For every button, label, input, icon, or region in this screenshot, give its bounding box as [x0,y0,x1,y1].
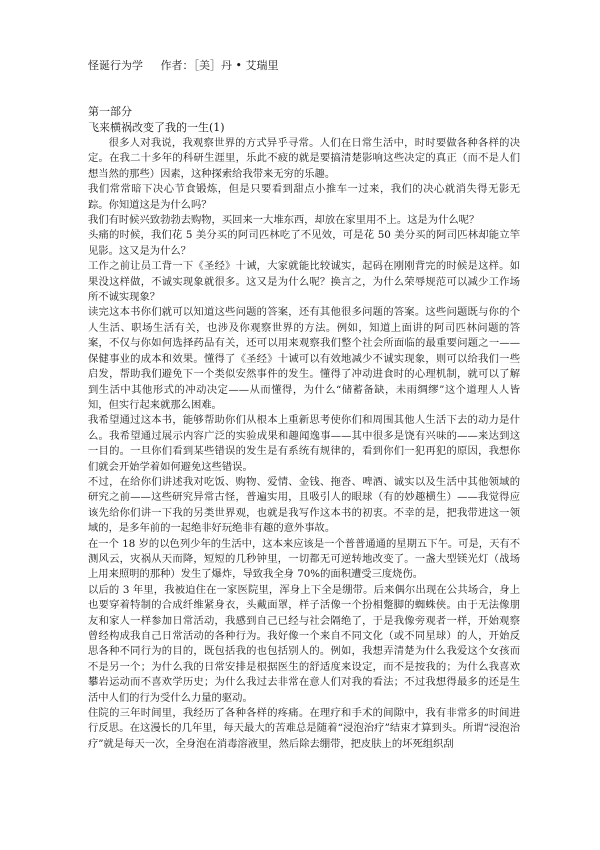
paragraph: 工作之前让员工背一下《圣经》十诫，大家就能比较诚实，起码在刚刚背完的时候是这样。如果没这样做，不诚实现象就很多。这又是为什么呢？换言之，为什么荣辱规范可以减少工作场所不诚实现象？ [88,260,520,304]
book-title: 怪诞行为学 [88,59,143,72]
paragraph: 在一个 18 岁的以色列少年的生活中，这本来应该是一个普普通通的星期五下午。可是，天有不测风云，灾祸从天而降，短短的几秒钟里，一切都无可逆转地改变了。一盏大型镁光灯（战场上用来照明的那种）发生了爆炸，导致我全身 70%的面积遭受三度烧伤。 [88,537,520,581]
chapter-title: 飞来横祸改变了我的一生(1) [88,121,225,134]
paragraph: 以后的 3 年里，我被迫住在一家医院里，浑身上下全是绷带。后来偶尔出现在公共场合，身上也要穿着特制的合成纤维紧身衣，头戴面罩，样子活像一个扮相蹩脚的蜘蛛侠。由于无法像朋友和家人一样参加日常活动，我感到自己已经与社会隔绝了，于是我像旁观者一样，开始观察曾经构成我自己日常活动的各种行为。我好像一个来自不同文化（或不同星球）的人，开始反思各种不同行为的目的，既包括我的也包括别人的。例如，我想弄清楚为什么我爱这个女孩而不是另一个；为什么我的日常安排是根据医生的舒适度来设定，而不是按我的；为什么我喜欢攀岩运动而不喜欢学历史；为什么我过去非常在意人们对我的看法；不过我想得最多的还是生活中人们的行为受什么力量的驱动。 [88,583,520,704]
author-label: 作者： [160,59,194,72]
paragraph: 住院的三年时间里，我经历了各种各样的疼痛。在理疗和手术的间隙中，我有非常多的时间进行反思。在这漫长的几年里，每天最大的苦难总是随着“浸泡治疗”结束才算到头。所谓“浸泡治疗”就是每天一次，全身泡在消毒溶液里，然后除去绷带，把皮肤上的坏死组织刮 [88,707,520,750]
document-page [88,58,520,752]
author-name: ［美］丹 • 艾瑞里 [193,59,279,72]
part-title: 第一部分 [88,105,132,118]
document-header [88,58,520,74]
paragraph: 我们常常暗下决心节食锻炼，但是只要看到甜点小推车一过来，我们的决心就消失得无影无踪。你知道这是为什么吗？ [88,183,520,211]
paragraph: 头痛的时候，我们花 5 美分买的阿司匹林吃了不见效，可是花 50 美分买的阿司匹林却能立竿见影。这又是为什么？ [88,229,520,257]
paragraph: 很多人对我说，我观察世界的方式异乎寻常。人们在日常生活中，时时要做各种各样的决定。在我二十多年的科研生涯里，乐此不疲的就是要搞清楚影响这些决定的真正（而不是人们想当然的那些）因素，这种探索给我带来无穷的乐趣。 [88,137,520,180]
body-text [88,136,520,752]
paragraph: 读完这本书你们就可以知道这些问题的答案，还有其他很多问题的答案。这些问题既与你的个人生活、职场生活有关，也涉及你观察世界的方法。例如，知道上面讲的阿司匹林问题的答案，不仅与你如何选择药品有关，还可以用来观察我们整个社会所面临的最重要问题之一——保健事业的成本和效果。懂得了《圣经》十诫可以有效地减少不诚实现象，则可以给我们一些启发，帮助我们避免下一个类似安然事件的发生。懂得了冲动进食时的心理机制，就可以了解到生活中其他形式的冲动决定——从而懂得，为什么“储蓄备缺，未雨绸缪”这个道理人人皆知，但实行起来就那么困难。 [88,306,520,411]
paragraph: 我们有时候兴致勃勃去购物，买回来一大堆东西，却放在家里用不上。这是为什么呢？ [88,214,480,227]
paragraph: 不过，在给你们讲述我对吃饭、购物、爱情、金钱、拖沓、啤酒、诚实以及生活中其他领域的研究之前——这些研究异常古怪，普遍实用，且吸引人的眼球（有的妙趣横生）——我觉得应该先给你们讲一下我的另类世界观，也就是我写作这本书的初衷。不幸的是，把我带进这一领域的，是多年前的一起绝非好玩绝非有趣的意外事故。 [88,475,520,535]
paragraph: 我希望通过这本书，能够帮助你们从根本上重新思考使你们和周围其他人生活下去的动力是什么。我希望通过展示内容广泛的实验成果和趣闻逸事——其中很多是饶有兴味的——来达到这一目的。一旦你们看到某些错误的发生是有系统有规律的，看到你们一犯再犯的原因，我想你们就会开始学着如何避免这些错误。 [88,414,520,473]
